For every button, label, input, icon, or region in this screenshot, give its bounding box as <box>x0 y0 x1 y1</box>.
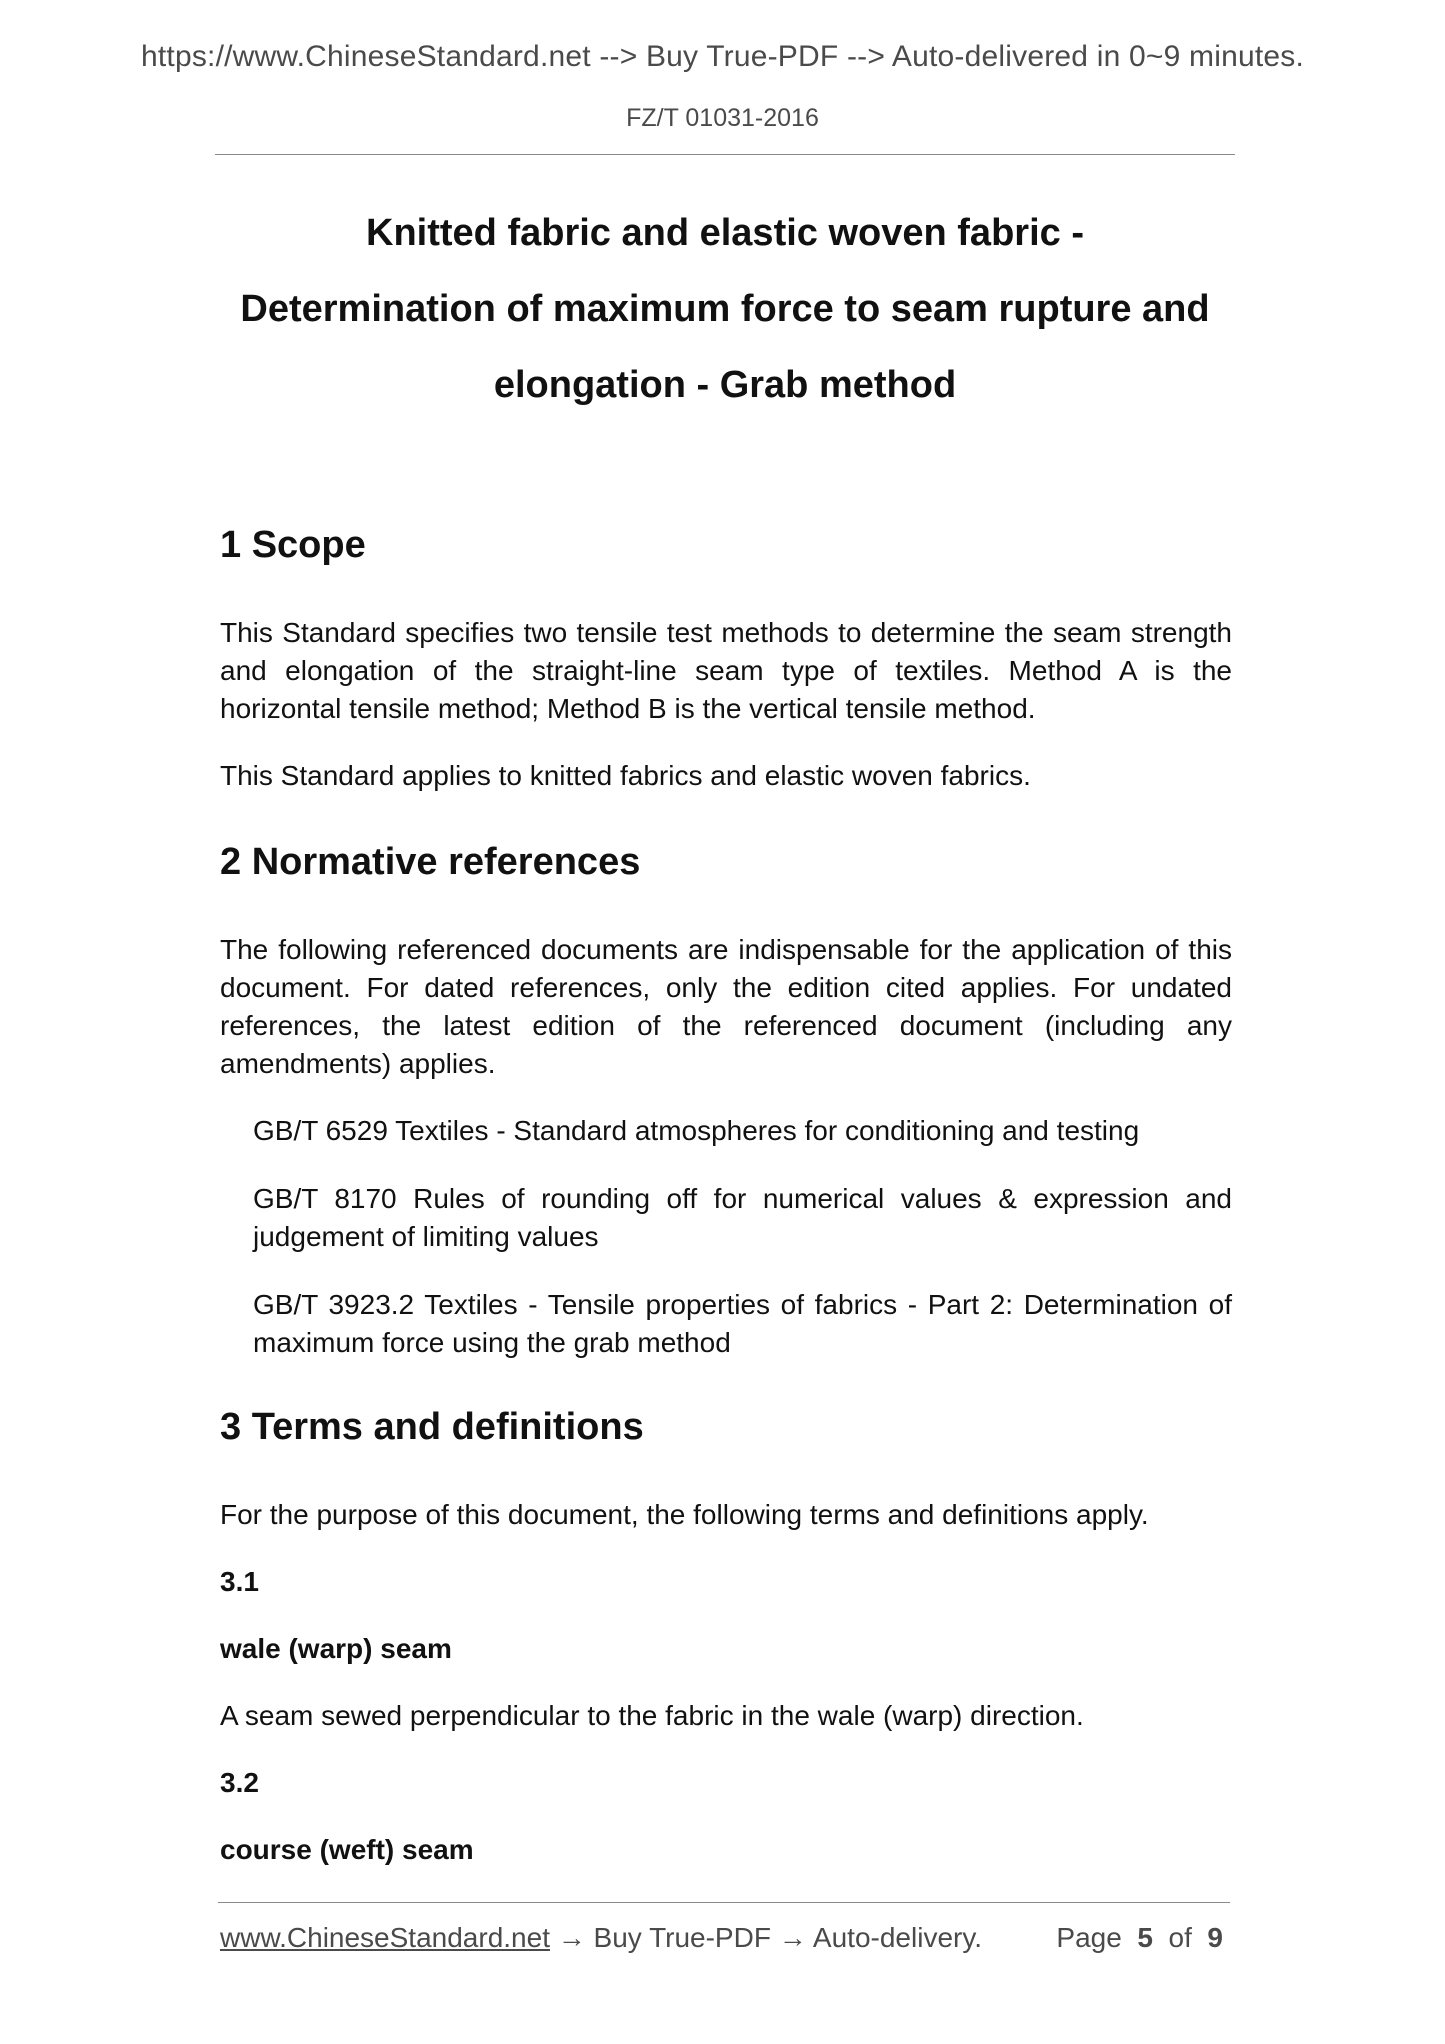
top-banner: https://www.ChineseStandard.net --> Buy True-PDF --> Auto-delivered in 0~9 minutes. <box>141 40 1304 73</box>
reference-2-wrap <box>220 1180 1232 1256</box>
reference-3-wrap <box>220 1286 1232 1362</box>
page-label: Page <box>1056 1922 1122 1953</box>
normative-intro-paragraph: The following referenced documents are indispensable for the application of this document. For dated references, only the edition cited applies. For undated references, the latest edition of the referenced document (including any amendments) applies. <box>220 934 1232 1079</box>
section-heading-normative-references: 2 Normative references <box>220 841 641 883</box>
term-1-number-wrap <box>220 1563 1232 1601</box>
footer-tagline: → Buy True-PDF → Auto-delivery. <box>549 1922 983 1953</box>
title-line-2: Determination of maximum force to seam rupture and <box>240 288 1210 330</box>
term-2-number-wrap <box>220 1764 1232 1802</box>
page-total: 9 <box>1207 1922 1223 1953</box>
document-title <box>215 195 1235 423</box>
scope-paragraph-1: This Standard specifies two tensile test methods to determine the seam strength and elongation of the straight-line seam type of textiles. Method A is the horizontal tensile method; Method B is the vertical tensile method. <box>220 617 1232 724</box>
terms-intro-paragraph: For the purpose of this document, the following terms and definitions apply. <box>220 1499 1149 1530</box>
scope-paragraph-1-wrap <box>220 614 1232 728</box>
section-terms-heading-wrap <box>220 1405 1232 1451</box>
term-1-name-wrap <box>220 1630 1232 1668</box>
section-heading-terms-and-definitions: 3 Terms and definitions <box>220 1406 644 1448</box>
term-number: 3.1 <box>220 1566 259 1597</box>
section-heading-scope: 1 Scope <box>220 524 366 566</box>
reference-item: GB/T 3923.2 Textiles - Tensile properties of fabrics - Part 2: Determination of maximum force using the grab method <box>253 1289 1232 1358</box>
footer-site-link[interactable]: www.ChineseStandard.net <box>220 1922 550 1953</box>
page-current: 5 <box>1137 1922 1153 1953</box>
footer-left <box>220 1922 982 1954</box>
page-of-label: of <box>1168 1922 1192 1953</box>
scope-paragraph-2: This Standard applies to knitted fabrics and elastic woven fabrics. <box>220 760 1031 791</box>
page-indicator <box>1056 1922 1223 1954</box>
terms-intro-wrap <box>220 1496 1232 1534</box>
section-normative-heading-wrap <box>220 840 1232 886</box>
footer-divider <box>218 1902 1230 1903</box>
scope-paragraph-2-wrap <box>220 757 1232 795</box>
term-name: course (weft) seam <box>220 1834 474 1865</box>
term-name: wale (warp) seam <box>220 1633 452 1664</box>
reference-1-wrap <box>220 1112 1232 1150</box>
term-1-definition-wrap <box>220 1697 1232 1735</box>
reference-item: GB/T 8170 Rules of rounding off for numerical values & expression and judgement of limiting values <box>253 1183 1232 1252</box>
term-number: 3.2 <box>220 1767 259 1798</box>
document-code: FZ/T 01031-2016 <box>626 104 819 132</box>
term-2-name-wrap <box>220 1831 1232 1869</box>
section-scope-heading-wrap <box>220 523 1232 569</box>
title-line-1: Knitted fabric and elastic woven fabric - <box>366 212 1084 254</box>
normative-intro-wrap <box>220 931 1232 1083</box>
header-divider <box>215 154 1235 155</box>
term-definition: A seam sewed perpendicular to the fabric in the wale (warp) direction. <box>220 1700 1084 1731</box>
title-line-3: elongation - Grab method <box>493 364 957 406</box>
reference-item: GB/T 6529 Textiles - Standard atmospheres for conditioning and testing <box>253 1115 1140 1146</box>
